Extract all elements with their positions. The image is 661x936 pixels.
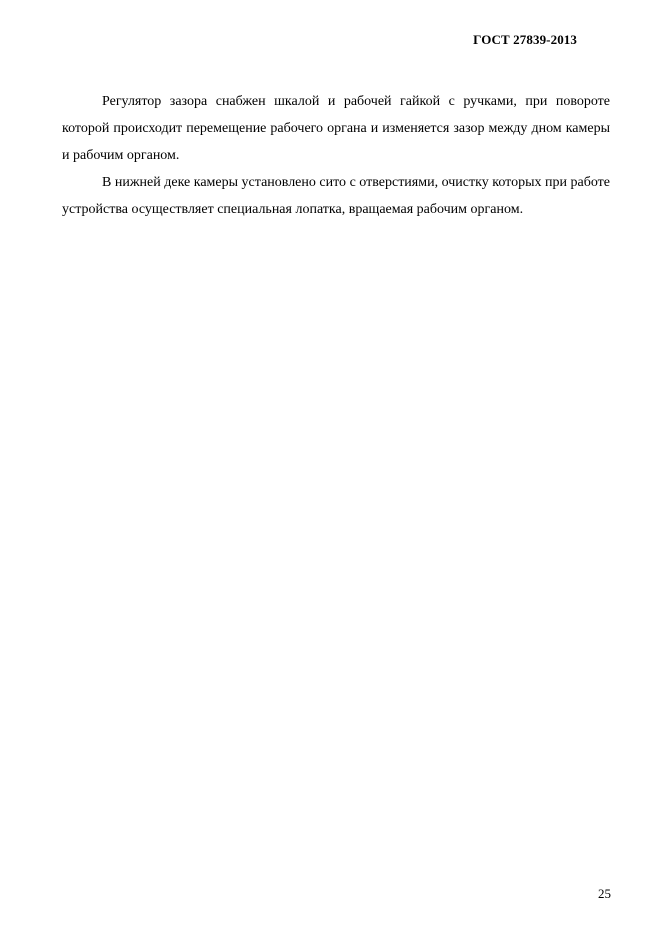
paragraph-sieve: В нижней деке камеры установлено сито с отверстиями, очистку которых при работе устройства осуществляет специальная лопатка, вращаемая рабочим органом. (62, 175, 610, 217)
body-text (62, 88, 610, 223)
paragraph-gap-regulator: Регулятор зазора снабжен шкалой и рабочей гайкой с ручками, при повороте которой происходит перемещение рабочего органа и изменяется зазор между дном камеры и рабочим органом. (62, 94, 610, 163)
document-code-header: ГОСТ 27839-2013 (473, 32, 577, 47)
page-number: 25 (598, 886, 611, 901)
